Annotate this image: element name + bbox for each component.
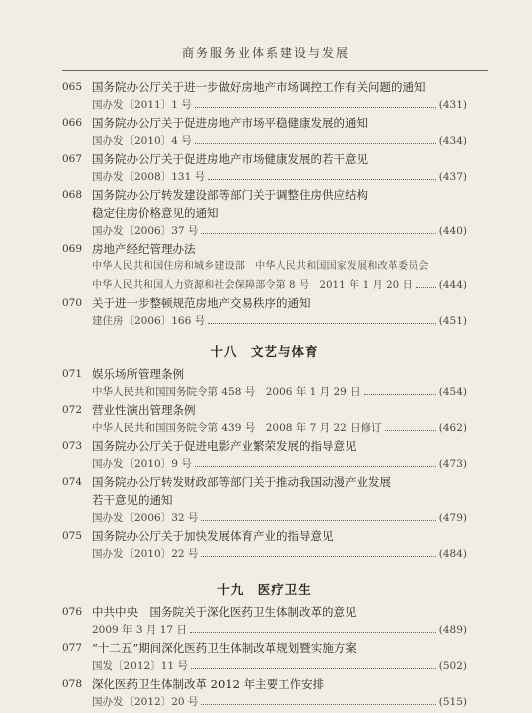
entry-number: 067 (62, 153, 83, 165)
entry-title: 深化医药卫生体制改革 2012 年主要工作安排 (92, 677, 325, 691)
entry-page: (479) (438, 512, 467, 524)
toc-entry-072[interactable] (62, 401, 467, 437)
entry-title: 国务院办公厅转发财政部等部门关于推动我国动漫产业发展 (92, 475, 391, 489)
dot-leader (201, 545, 435, 557)
entry-title: 国务院办公厅关于促进房地产市场健康发展的若干意见 (92, 152, 368, 166)
entry-doc-number: 国办发〔2010〕22 号 (92, 548, 199, 560)
toc-entry-078[interactable] (62, 675, 467, 711)
dot-leader (208, 312, 436, 324)
toc-entry-069[interactable] (62, 240, 467, 294)
entry-number: 070 (62, 297, 83, 309)
dot-leader (195, 455, 436, 467)
entry-doc-number: 中华人民共和国国务院令第 458 号 2006 年 1 月 29 日 (92, 386, 361, 398)
entry-number: 074 (62, 476, 83, 488)
entry-page: (454) (438, 386, 467, 398)
entry-page: (502) (438, 660, 467, 672)
section-heading: 十八 文艺与体育 (210, 344, 319, 359)
entry-title-continued: 稳定住房价格意见的通知 (92, 206, 219, 220)
entry-title: 国务院办公厅关于促进电影产业繁荣发展的指导意见 (92, 439, 357, 453)
dot-leader (195, 132, 436, 144)
header-rule (62, 70, 488, 71)
entry-page: (431) (438, 99, 467, 111)
toc-entry-071[interactable] (62, 365, 467, 401)
toc-entry-066[interactable] (62, 114, 467, 150)
entry-number: 066 (62, 117, 83, 129)
toc-entry-073[interactable] (62, 437, 467, 473)
entry-page: (434) (438, 135, 467, 147)
entry-number: 071 (62, 368, 83, 380)
entry-title-continued: 若干意见的通知 (92, 493, 173, 507)
entry-doc-number: 中华人民共和国国务院令第 439 号 2008 年 7 月 22 日修订 (92, 422, 382, 434)
entry-number: 068 (62, 189, 83, 201)
entry-title: 营业性演出管理条例 (92, 403, 196, 417)
entry-doc-number: 国发〔2012〕11 号 (92, 660, 188, 672)
dot-leader (191, 657, 436, 669)
entry-number: 075 (62, 530, 83, 542)
dot-leader (385, 419, 436, 431)
dot-leader (416, 276, 436, 288)
toc-entry-070[interactable] (62, 294, 467, 330)
dot-leader (195, 96, 436, 108)
entry-page: (484) (438, 548, 467, 560)
entry-title: 娱乐场所管理条例 (92, 367, 184, 381)
running-header: 商务服务业体系建设与发展 (181, 46, 350, 60)
section-heading: 十九 医疗卫生 (217, 582, 312, 597)
entry-issuer: 中华人民共和国住房和城乡建设部 中华人民共和国国家发展和改革委员会 (92, 261, 429, 272)
entry-number: 072 (62, 404, 83, 416)
toc-entry-065[interactable] (62, 78, 467, 114)
toc-entry-074[interactable] (62, 473, 467, 527)
dot-leader (190, 621, 436, 633)
entry-title: 房地产经纪管理办法 (92, 242, 196, 256)
entry-title: 中共中央 国务院关于深化医药卫生体制改革的意见 (92, 605, 357, 619)
entry-number: 076 (62, 606, 83, 618)
dot-leader (364, 383, 436, 395)
entry-doc-number: 中华人民共和国人力资源和社会保障部令第 8 号 2011 年 1 月 20 日 (92, 280, 413, 291)
entry-doc-number: 国办发〔2006〕37 号 (92, 225, 199, 237)
entry-title: 关于进一步整顿规范房地产交易秩序的通知 (92, 296, 311, 310)
entry-number: 078 (62, 678, 83, 690)
entry-number: 077 (62, 642, 83, 654)
entry-doc-number: 国办发〔2010〕9 号 (92, 458, 192, 470)
dot-leader (201, 693, 435, 705)
entry-title: 国务院办公厅关于加快发展体育产业的指导意见 (92, 529, 334, 543)
dot-leader (201, 509, 435, 521)
entry-doc-number: 2009 年 3 月 17 日 (92, 624, 187, 636)
toc-entry-067[interactable] (62, 150, 467, 186)
entry-title: “十二五”期间深化医药卫生体制改革规划暨实施方案 (92, 641, 357, 655)
entry-page: (489) (438, 624, 467, 636)
entry-page: (437) (438, 171, 467, 183)
entry-page: (515) (438, 696, 467, 708)
entry-doc-number: 国办发〔2012〕20 号 (92, 696, 199, 708)
entry-title: 国务院办公厅转发建设部等部门关于调整住房供应结构 (92, 188, 368, 202)
dot-leader (208, 168, 436, 180)
entry-title: 国务院办公厅关于进一步做好房地产市场调控工作有关问题的通知 (92, 80, 426, 94)
entry-doc-number: 国办发〔2008〕131 号 (92, 171, 206, 183)
entry-number: 069 (62, 243, 83, 255)
entry-doc-number: 国办发〔2010〕4 号 (92, 135, 192, 147)
entry-title: 国务院办公厅关于促进房地产市场平稳健康发展的通知 (92, 116, 368, 130)
toc-entry-077[interactable] (62, 639, 467, 675)
entry-page: (440) (438, 225, 467, 237)
entry-doc-number: 建住房〔2006〕166 号 (92, 315, 206, 327)
toc-content (62, 78, 467, 711)
entry-number: 073 (62, 440, 83, 452)
entry-page: (444) (438, 279, 467, 291)
entry-page: (462) (438, 422, 467, 434)
entry-page: (451) (438, 315, 467, 327)
toc-entry-068[interactable] (62, 186, 467, 240)
dot-leader (201, 222, 435, 234)
entry-doc-number: 国办发〔2006〕32 号 (92, 512, 199, 524)
toc-entry-075[interactable] (62, 527, 467, 563)
entry-number: 065 (62, 81, 83, 93)
toc-entry-076[interactable] (62, 603, 467, 639)
entry-doc-number: 国办发〔2011〕1 号 (92, 99, 192, 111)
entry-page: (473) (438, 458, 467, 470)
